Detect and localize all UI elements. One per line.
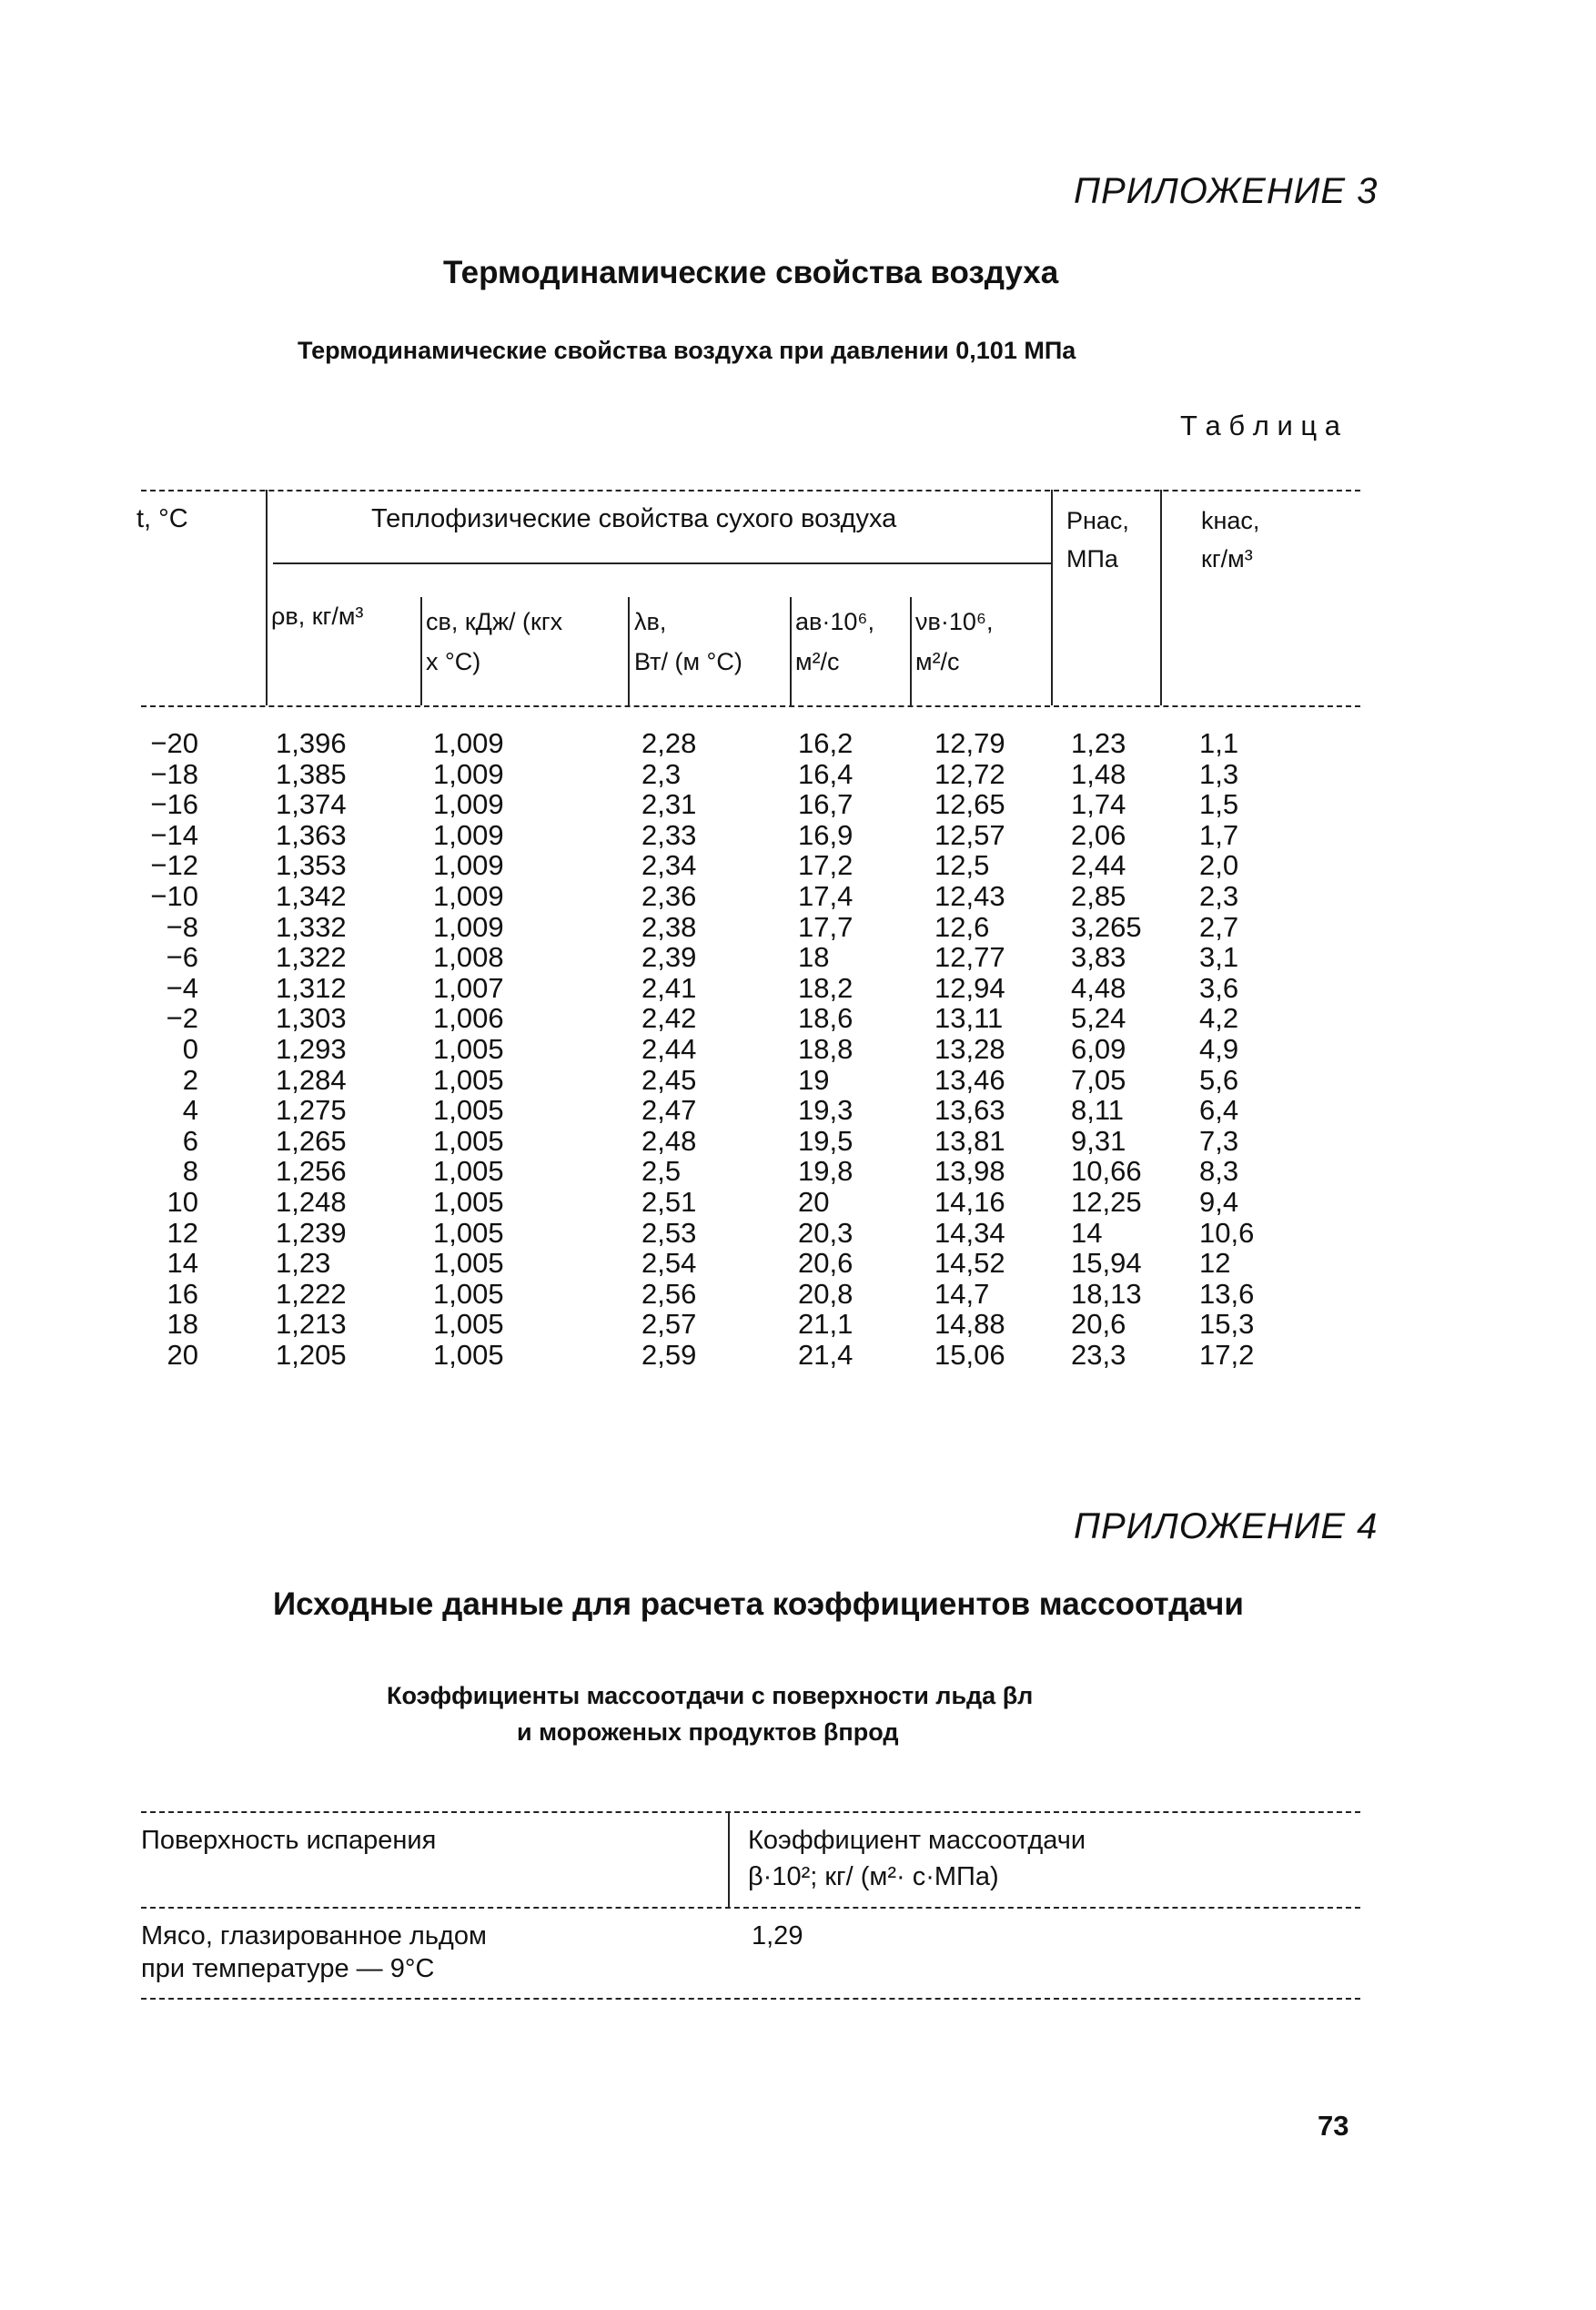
cell-p: 1,23 [1071, 727, 1126, 759]
cell-a: 20,3 [798, 1216, 854, 1249]
cell-rho: 1,248 [276, 1185, 347, 1218]
cell-p: 15,94 [1071, 1247, 1142, 1280]
cell-c: 1,009 [433, 757, 504, 790]
divider [1160, 490, 1162, 705]
cell-a: 16,2 [798, 727, 854, 759]
cell-c: 1,005 [433, 1124, 504, 1157]
cell-p: 5,24 [1071, 1002, 1126, 1035]
cell-c: 1,005 [433, 1308, 504, 1341]
cell-nu: 12,72 [934, 757, 1005, 790]
cell-t: −20 [150, 727, 198, 759]
cell-nu: 14,7 [934, 1277, 990, 1310]
cell-c: 1,009 [433, 727, 504, 759]
cell-nu: 13,63 [934, 1094, 1005, 1127]
cell-p: 2,44 [1071, 849, 1126, 882]
cell-nu: 12,6 [934, 910, 990, 943]
cell-c: 1,009 [433, 818, 504, 851]
cell-c: 1,005 [433, 1247, 504, 1280]
header-t: t, °С [136, 504, 188, 533]
cell-rho: 1,275 [276, 1094, 347, 1127]
table-header-bottom-rule [141, 705, 1360, 707]
cell-p: 9,31 [1071, 1124, 1126, 1157]
cell-lambda: 2,41 [641, 971, 697, 1004]
appendix-4-subtitle-line2: и мороженых продуктов βпрод [517, 1718, 899, 1746]
cell-t: −6 [166, 941, 198, 974]
table2-col2-header-line1: Коэффициент массоотдачи [748, 1826, 1086, 1855]
cell-k: 13,6 [1199, 1277, 1255, 1310]
cell-k: 1,7 [1199, 818, 1239, 851]
header-lambda-line2: Вт/ (м °С) [634, 648, 742, 675]
cell-t: 14 [167, 1247, 198, 1280]
cell-t: 8 [182, 1155, 198, 1188]
cell-t: −16 [150, 788, 198, 821]
cell-p: 4,48 [1071, 971, 1126, 1004]
cell-k: 1,5 [1199, 788, 1239, 821]
column-c [433, 728, 504, 1370]
cell-a: 19,8 [798, 1155, 854, 1188]
cell-p: 18,13 [1071, 1277, 1142, 1310]
cell-c: 1,009 [433, 879, 504, 912]
column-p [1071, 728, 1142, 1370]
cell-nu: 12,57 [934, 818, 1005, 851]
cell-rho: 1,332 [276, 910, 347, 943]
appendix-4-title: Исходные данные для расчета коэффициентов массоотдачи [273, 1586, 1244, 1622]
cell-rho: 1,374 [276, 788, 347, 821]
cell-t: −8 [166, 910, 198, 943]
cell-k: 1,1 [1199, 727, 1239, 759]
cell-lambda: 2,38 [641, 910, 697, 943]
header-nu-line1: νв·10⁶, [915, 608, 994, 635]
cell-p: 3,265 [1071, 910, 1142, 943]
cell-t: 18 [167, 1308, 198, 1341]
cell-p: 1,48 [1071, 757, 1126, 790]
cell-a: 18,6 [798, 1002, 854, 1035]
table2-header-rule [141, 1907, 1360, 1909]
cell-a: 18 [798, 941, 830, 974]
cell-c: 1,009 [433, 910, 504, 943]
column-k [1199, 728, 1254, 1370]
divider [790, 597, 792, 705]
divider [628, 597, 630, 705]
cell-a: 17,7 [798, 910, 854, 943]
cell-nu: 12,5 [934, 849, 990, 882]
header-nu-line2: м²/с [915, 648, 960, 675]
cell-lambda: 2,44 [641, 1032, 697, 1065]
cell-nu: 14,88 [934, 1308, 1005, 1341]
cell-rho: 1,256 [276, 1155, 347, 1188]
cell-p: 3,83 [1071, 941, 1126, 974]
cell-t: −12 [150, 849, 198, 882]
cell-p: 23,3 [1071, 1338, 1126, 1371]
cell-nu: 14,52 [934, 1247, 1005, 1280]
cell-p: 8,11 [1071, 1094, 1125, 1127]
cell-c: 1,005 [433, 1155, 504, 1188]
cell-k: 2,0 [1199, 849, 1239, 882]
cell-rho: 1,396 [276, 727, 347, 759]
cell-k: 5,6 [1199, 1063, 1239, 1096]
cell-k: 3,6 [1199, 971, 1239, 1004]
cell-rho: 1,342 [276, 879, 347, 912]
column-t [136, 728, 198, 1370]
appendix-4-subtitle-line1: Коэффициенты массоотдачи с поверхности льда βл [387, 1682, 1034, 1709]
divider [420, 597, 422, 705]
cell-k: 6,4 [1199, 1094, 1239, 1127]
cell-rho: 1,322 [276, 941, 347, 974]
page-number: 73 [1318, 2110, 1349, 2142]
cell-k: 3,1 [1199, 941, 1239, 974]
divider [910, 597, 912, 705]
cell-a: 19 [798, 1063, 830, 1096]
header-lambda-line1: λв, [634, 608, 667, 635]
table2-top-rule [141, 1811, 1360, 1813]
cell-c: 1,005 [433, 1063, 504, 1096]
cell-a: 16,7 [798, 788, 854, 821]
cell-a: 16,4 [798, 757, 854, 790]
cell-t: 20 [167, 1338, 198, 1371]
cell-lambda: 2,59 [641, 1338, 697, 1371]
cell-k: 10,6 [1199, 1216, 1255, 1249]
cell-k: 2,3 [1199, 879, 1239, 912]
cell-c: 1,005 [433, 1185, 504, 1218]
cell-k: 12 [1199, 1247, 1231, 1280]
cell-rho: 1,222 [276, 1277, 347, 1310]
cell-lambda: 2,28 [641, 727, 697, 759]
group-header-underline [273, 562, 1051, 564]
cell-k: 1,3 [1199, 757, 1239, 790]
cell-a: 18,8 [798, 1032, 854, 1065]
table2-col2-header-line2: β·10²; кг/ (м²· с·МПа) [748, 1862, 999, 1891]
header-a-line2: м²/с [795, 648, 840, 675]
table2-row1-col1-line1: Мясо, глазированное льдом [141, 1921, 487, 1950]
header-c-line1: св, кДж/ (кгх [426, 608, 563, 635]
cell-k: 2,7 [1199, 910, 1239, 943]
cell-t: 16 [167, 1277, 198, 1310]
cell-t: −18 [150, 757, 198, 790]
cell-rho: 1,363 [276, 818, 347, 851]
table2-row1-col2: 1,29 [752, 1921, 803, 1950]
appendix-3-subtitle: Термодинамические свойства воздуха при давлении 0,101 МПа [298, 337, 1076, 364]
table2-row1-col1-line2: при температуре — 9°С [141, 1954, 435, 1983]
cell-nu: 13,11 [934, 1002, 1004, 1035]
divider [1051, 490, 1053, 705]
header-p-line1: Рнас, [1066, 507, 1129, 534]
cell-rho: 1,312 [276, 971, 347, 1004]
cell-lambda: 2,48 [641, 1124, 697, 1157]
cell-a: 19,5 [798, 1124, 854, 1157]
cell-lambda: 2,42 [641, 1002, 697, 1035]
cell-lambda: 2,36 [641, 879, 697, 912]
cell-rho: 1,284 [276, 1063, 347, 1096]
appendix-4-label: ПРИЛОЖЕНИЕ 4 [1074, 1506, 1379, 1546]
cell-c: 1,008 [433, 941, 504, 974]
cell-nu: 12,43 [934, 879, 1005, 912]
cell-rho: 1,213 [276, 1308, 347, 1341]
cell-lambda: 2,53 [641, 1216, 697, 1249]
header-k-line2: кг/м³ [1201, 545, 1253, 572]
cell-lambda: 2,45 [641, 1063, 697, 1096]
cell-c: 1,005 [433, 1216, 504, 1249]
cell-t: 2 [182, 1063, 198, 1096]
header-p-line2: МПа [1066, 545, 1118, 572]
cell-t: 10 [167, 1185, 198, 1218]
cell-c: 1,007 [433, 971, 504, 1004]
cell-t: −14 [150, 818, 198, 851]
cell-nu: 12,77 [934, 941, 1005, 974]
cell-a: 20 [798, 1185, 830, 1218]
cell-c: 1,005 [433, 1094, 504, 1127]
header-c-line2: х °С) [426, 648, 481, 675]
cell-a: 20,8 [798, 1277, 854, 1310]
cell-p: 10,66 [1071, 1155, 1142, 1188]
cell-lambda: 2,5 [641, 1155, 682, 1188]
cell-p: 20,6 [1071, 1308, 1126, 1341]
table2-divider [728, 1811, 730, 1907]
column-a [798, 728, 853, 1370]
cell-c: 1,009 [433, 849, 504, 882]
cell-k: 7,3 [1199, 1124, 1239, 1157]
cell-t: 4 [182, 1094, 198, 1127]
cell-nu: 12,94 [934, 971, 1005, 1004]
cell-rho: 1,293 [276, 1032, 347, 1065]
cell-lambda: 2,51 [641, 1185, 697, 1218]
cell-nu: 15,06 [934, 1338, 1005, 1371]
cell-p: 12,25 [1071, 1185, 1142, 1218]
cell-p: 7,05 [1071, 1063, 1126, 1096]
cell-k: 17,2 [1199, 1338, 1255, 1371]
cell-nu: 13,98 [934, 1155, 1005, 1188]
cell-p: 2,06 [1071, 818, 1126, 851]
appendix-3-label: ПРИЛОЖЕНИЕ 3 [1074, 171, 1379, 211]
cell-rho: 1,265 [276, 1124, 347, 1157]
cell-a: 19,3 [798, 1094, 854, 1127]
cell-lambda: 2,47 [641, 1094, 697, 1127]
table-caption: Т а б л и ц а [1180, 410, 1341, 441]
cell-nu: 13,46 [934, 1063, 1005, 1096]
cell-nu: 14,34 [934, 1216, 1005, 1249]
cell-t: −2 [166, 1002, 198, 1035]
cell-c: 1,005 [433, 1338, 504, 1371]
cell-t: 0 [182, 1032, 198, 1065]
cell-k: 4,2 [1199, 1002, 1239, 1035]
cell-k: 15,3 [1199, 1308, 1255, 1341]
cell-lambda: 2,34 [641, 849, 697, 882]
header-k-line1: kнас, [1201, 507, 1260, 534]
cell-nu: 12,65 [934, 788, 1005, 821]
cell-t: −10 [150, 879, 198, 912]
cell-t: −4 [166, 971, 198, 1004]
cell-a: 16,9 [798, 818, 854, 851]
cell-rho: 1,303 [276, 1002, 347, 1035]
cell-rho: 1,385 [276, 757, 347, 790]
cell-a: 17,2 [798, 849, 854, 882]
cell-lambda: 2,3 [641, 757, 682, 790]
cell-rho: 1,353 [276, 849, 347, 882]
cell-p: 2,85 [1071, 879, 1126, 912]
cell-p: 6,09 [1071, 1032, 1126, 1065]
cell-a: 20,6 [798, 1247, 854, 1280]
cell-rho: 1,23 [276, 1247, 331, 1280]
table2-col1-header: Поверхность испарения [141, 1826, 437, 1855]
cell-lambda: 2,54 [641, 1247, 697, 1280]
cell-nu: 13,81 [934, 1124, 1005, 1157]
table2-bottom-rule [141, 1998, 1360, 2000]
table-top-rule [141, 490, 1360, 491]
cell-k: 8,3 [1199, 1155, 1239, 1188]
appendix-3-title: Термодинамические свойства воздуха [443, 255, 1059, 290]
cell-t: 6 [182, 1124, 198, 1157]
cell-a: 17,4 [798, 879, 854, 912]
cell-lambda: 2,56 [641, 1277, 697, 1310]
cell-lambda: 2,33 [641, 818, 697, 851]
cell-lambda: 2,31 [641, 788, 697, 821]
cell-k: 4,9 [1199, 1032, 1239, 1065]
cell-rho: 1,205 [276, 1338, 347, 1371]
cell-nu: 14,16 [934, 1185, 1005, 1218]
cell-c: 1,009 [433, 788, 504, 821]
divider [266, 490, 268, 705]
header-group: Теплофизические свойства сухого воздуха [371, 504, 897, 533]
header-rho: ρв, кг/м³ [271, 603, 364, 630]
cell-p: 1,74 [1071, 788, 1126, 821]
cell-k: 9,4 [1199, 1185, 1239, 1218]
cell-lambda: 2,39 [641, 941, 697, 974]
cell-lambda: 2,57 [641, 1308, 697, 1341]
cell-t: 12 [167, 1216, 198, 1249]
cell-rho: 1,239 [276, 1216, 347, 1249]
cell-nu: 12,79 [934, 727, 1005, 759]
column-rho [276, 728, 347, 1370]
cell-a: 21,1 [798, 1308, 854, 1341]
header-a-line1: ав·10⁶, [795, 608, 874, 635]
cell-c: 1,005 [433, 1032, 504, 1065]
column-lambda [641, 728, 696, 1370]
cell-c: 1,006 [433, 1002, 504, 1035]
cell-a: 21,4 [798, 1338, 854, 1371]
cell-a: 18,2 [798, 971, 854, 1004]
cell-c: 1,005 [433, 1277, 504, 1310]
cell-nu: 13,28 [934, 1032, 1005, 1065]
column-nu [934, 728, 1005, 1370]
cell-p: 14 [1071, 1216, 1103, 1249]
